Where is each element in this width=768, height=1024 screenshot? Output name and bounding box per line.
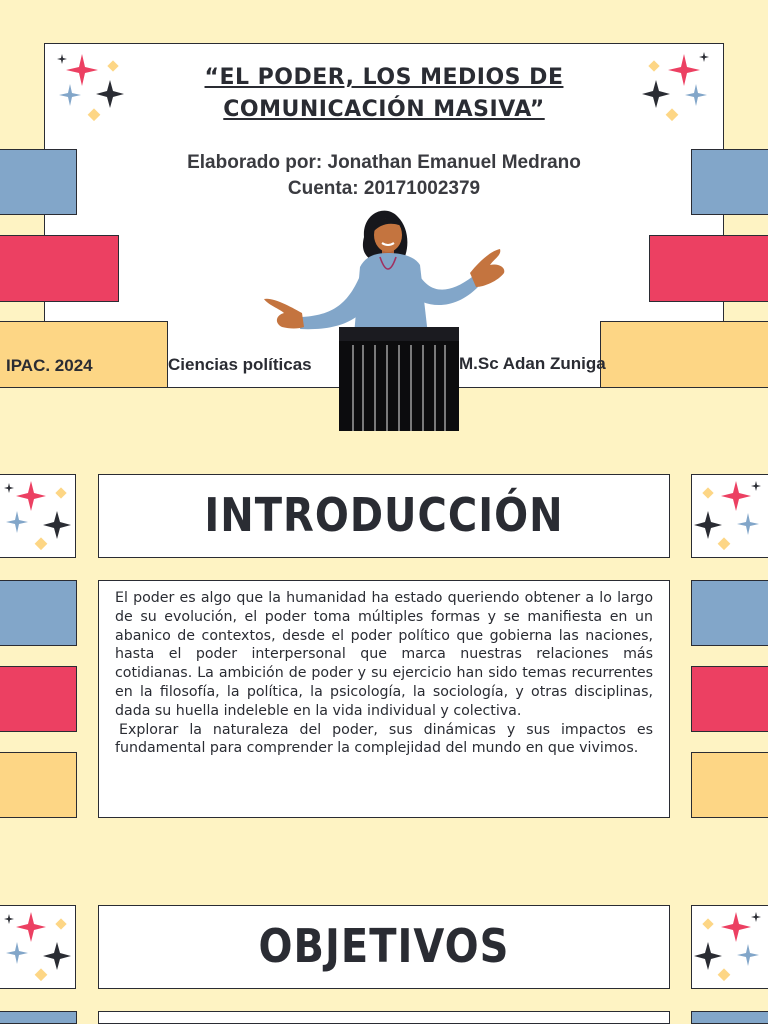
sparkle-cluster-icon <box>638 50 718 130</box>
podium-illustration <box>339 327 459 435</box>
introduction-heading-box <box>98 474 670 558</box>
course-label: IPAC. 2024 <box>6 356 93 375</box>
decor-bar-yellow-left <box>0 752 77 818</box>
decor-bar-blue-left <box>0 580 77 646</box>
decor-bar-yellow-right <box>691 752 768 818</box>
subject-label: Ciencias políticas <box>168 355 312 374</box>
document-title <box>120 62 648 126</box>
speaker-illustration <box>258 205 512 339</box>
decor-bar-red-right <box>691 666 768 732</box>
decor-bar-blue-left <box>0 149 77 215</box>
account-number: Cuenta: 20171002379 <box>287 178 481 199</box>
author-block <box>120 150 648 202</box>
decor-bar-red-left <box>0 666 77 732</box>
introduction-text-box <box>98 580 670 818</box>
author-name: Elaborado por: Jonathan Emanuel Medrano <box>187 152 581 173</box>
introduction-heading: INTRODUCCIÓN <box>204 489 564 543</box>
title-line-1: “EL PODER, LOS MEDIOS DE <box>204 65 564 90</box>
decor-bar-blue-left <box>0 1011 77 1024</box>
objectives-heading: OBJETIVOS <box>258 920 510 974</box>
decor-bar-yellow-left <box>0 321 168 388</box>
introduction-paragraph-1: El poder es algo que la humanidad ha estado queriendo obtener a lo largo de su evolución, el poder toma múltiples formas y se manifiesta en un abanico de contextos, desde el poder político que gobierna las naciones, hasta el poder interpersonal que marca nuestras relaciones más cotidianas. La ambición de poder y su ejercicio han sido temas recurrentes en la filosofía, la política, la psicología, la sociología, y otras disciplinas, dada su huella indeleble en la vida individual y colectiva. <box>115 590 653 719</box>
introduction-paragraph-2: Explorar la naturaleza del poder, sus dinámicas y sus impactos es fundamental para comprender la complejidad del mundo en que vivimos. <box>115 721 653 757</box>
decor-bar-red-left <box>0 235 119 302</box>
decor-bar-yellow-right <box>600 321 768 388</box>
sparkle-box-left <box>0 474 76 558</box>
decor-bar-blue-right <box>691 149 768 215</box>
decor-bar-blue-right <box>691 1011 768 1024</box>
decor-bar-red-right <box>649 235 768 302</box>
objectives-heading-box <box>98 905 670 989</box>
objectives-text-box <box>98 1011 670 1024</box>
title-line-2: COMUNICACIÓN MASIVA” <box>223 97 545 122</box>
sparkle-box-right <box>691 905 768 989</box>
sparkle-box-left <box>0 905 76 989</box>
decor-bar-blue-right <box>691 580 768 646</box>
teacher-label: M.Sc Adan Zuniga <box>459 354 606 373</box>
sparkle-box-right <box>691 474 768 558</box>
